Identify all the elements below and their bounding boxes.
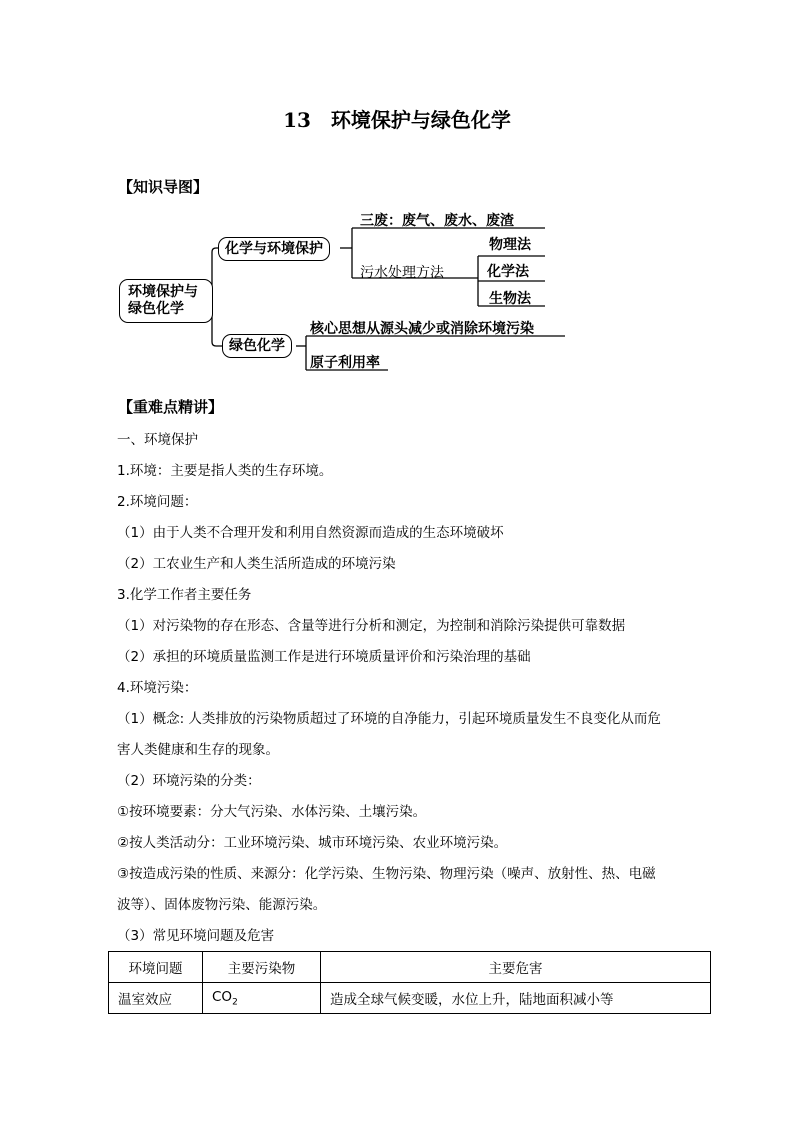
pollutant-subscript: 2 bbox=[232, 997, 238, 1008]
key-points-heading: 【重难点精讲】 bbox=[118, 398, 224, 416]
text-line: 4.环境污染： bbox=[117, 680, 198, 696]
text-line: ③按造成污染的性质、来源分：化学污染、生物污染、物理污染（噪声、放射性、热、电磁 bbox=[117, 866, 656, 882]
text-line: 一、环境保护 bbox=[117, 432, 198, 448]
pollutant-formula: CO bbox=[212, 988, 233, 1005]
mindmap-core-idea: 核心思想从源头减少或消除环境污染 bbox=[310, 321, 534, 337]
text-line: （1）概念: 人类排放的污染物质超过了环境的自净能力，引起环境质量发生不良变化从而危 bbox=[117, 711, 661, 727]
text-line: ②按人类活动分：工业环境污染、城市环境污染、农业环境污染。 bbox=[117, 835, 508, 851]
table-header-cell: 主要污染物 bbox=[203, 952, 321, 983]
mindmap-branch-green-chemistry: 绿色化学 bbox=[222, 334, 292, 358]
text-line: （1）对污染物的存在形态、含量等进行分析和测定，为控制和消除污染提供可靠数据 bbox=[117, 618, 626, 634]
text-line: （2）环境污染的分类： bbox=[117, 773, 261, 789]
mindmap-root-node: 环境保护与 绿色化学 bbox=[119, 279, 213, 323]
text-line: （1）由于人类不合理开发和利用自然资源而造成的生态环境破坏 bbox=[117, 525, 504, 541]
mindmap-sewage-methods: 污水处理方法 bbox=[360, 265, 444, 281]
table-cell-problem: 温室效应 bbox=[109, 983, 203, 1014]
text-line: （2）承担的环境质量监测工作是进行环境质量评价和污染治理的基础 bbox=[117, 649, 531, 665]
mindmap-method-biological: 生物法 bbox=[489, 291, 531, 307]
text-line: 3.化学工作者主要任务 bbox=[117, 587, 252, 603]
mindmap-branch-environment: 化学与环境保护 bbox=[218, 237, 330, 261]
table-header-row bbox=[109, 952, 711, 983]
environment-hazards-table bbox=[108, 951, 711, 1014]
mindmap-three-wastes: 三废：废气、废水、废渣 bbox=[360, 213, 514, 229]
text-line: 害人类健康和生存的现象。 bbox=[117, 742, 279, 758]
text-line: 波等）、固体废物污染、能源污染。 bbox=[117, 897, 327, 913]
mindmap-method-physical: 物理法 bbox=[489, 237, 531, 253]
table-cell-pollutant bbox=[203, 983, 321, 1014]
mindmap-method-chemical: 化学法 bbox=[487, 264, 529, 280]
text-line: （2）工农业生产和人类生活所造成的环境污染 bbox=[117, 556, 396, 572]
text-line: 1.环境：主要是指人类的生存环境。 bbox=[117, 463, 333, 479]
text-line: 2.环境问题： bbox=[117, 494, 198, 510]
table-header-cell: 主要危害 bbox=[321, 952, 711, 983]
table-cell-harm: 造成全球气候变暖，水位上升，陆地面积减小等 bbox=[321, 983, 711, 1014]
mindmap-atom-economy: 原子利用率 bbox=[310, 355, 380, 371]
page-title: 13 环境保护与绿色化学 bbox=[283, 108, 511, 132]
mindmap-heading: 【知识导图】 bbox=[118, 178, 209, 196]
text-line: （3）常见环境问题及危害 bbox=[117, 928, 275, 944]
text-line: ①按环境要素：分大气污染、水体污染、土壤污染。 bbox=[117, 804, 427, 820]
table-row bbox=[109, 983, 711, 1014]
table-header-cell: 环境问题 bbox=[109, 952, 203, 983]
